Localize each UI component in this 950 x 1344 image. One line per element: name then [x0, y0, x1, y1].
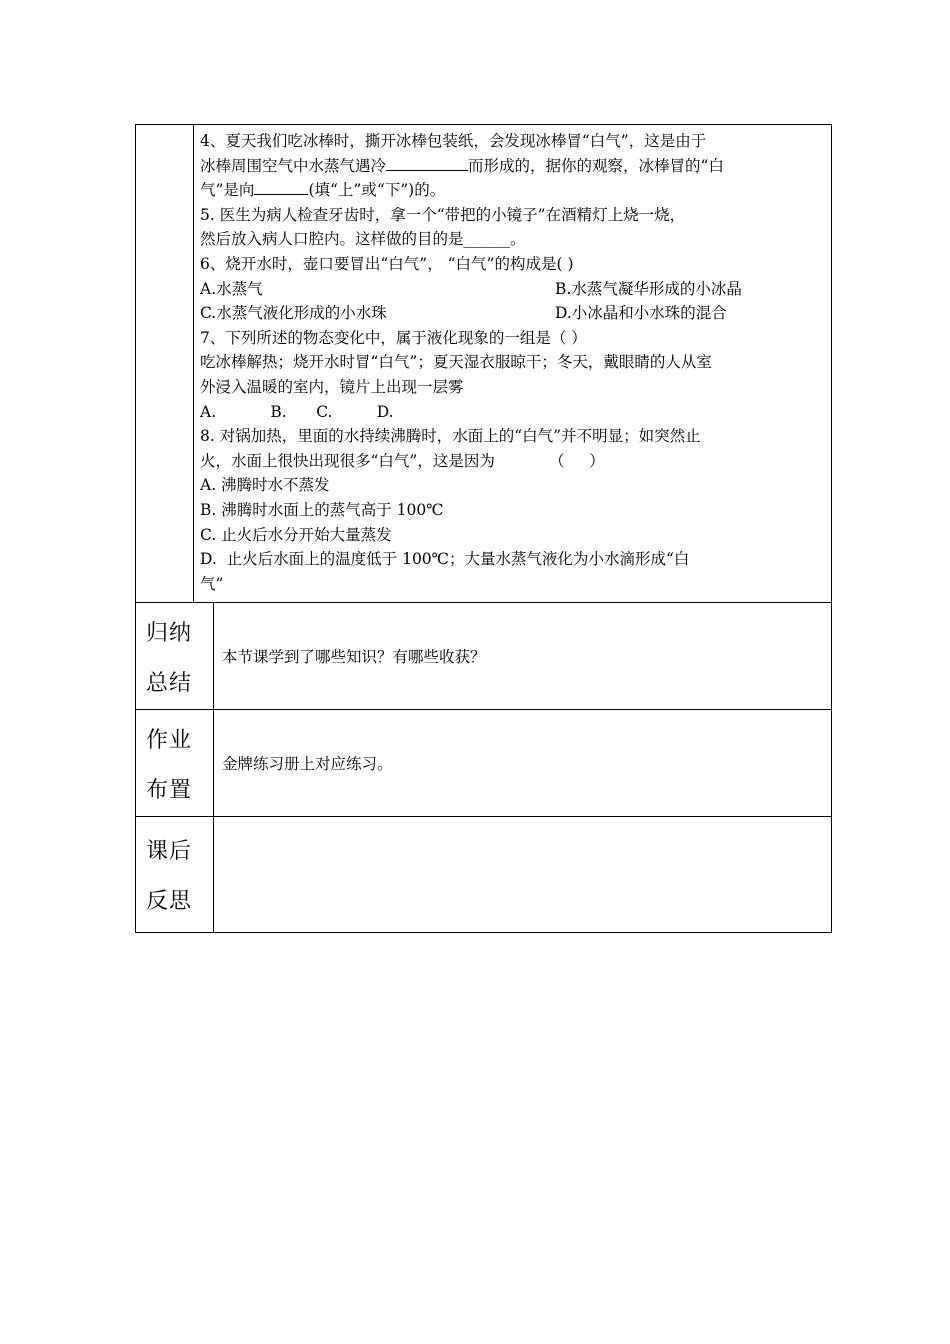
q4-line1: 4、夏天我们吃冰棒时，撕开冰棒包装纸，会发现冰棒冒“白气”，这是由于 [200, 132, 707, 150]
q4-blank-2 [254, 178, 308, 195]
homework-content [214, 710, 832, 817]
q6-option-b: B.水蒸气凝华形成的小冰晶 [555, 279, 742, 298]
homework-row [136, 710, 832, 817]
homework-label [136, 710, 214, 817]
summary-content [214, 603, 832, 710]
q8-option-d-line1: D. 止火后水面上的温度低于 100℃；大量水蒸气液化为小水滴形成“白 [200, 550, 690, 569]
reflection-content[interactable] [214, 817, 832, 933]
summary-label [136, 603, 214, 710]
q6-option-a: A.水蒸气 [200, 279, 263, 298]
summary-row [136, 603, 832, 710]
q6-options-row2 [200, 301, 825, 326]
summary-text: 本节课学到了哪些知识？有哪些收获？ [222, 648, 486, 667]
q6-option-d: D.小冰晶和小水珠的混合 [555, 304, 727, 323]
reflection-label-line2: 反思 [146, 889, 193, 915]
q8-option-c: C. 止火后水分开始大量蒸发 [200, 525, 392, 544]
q4-line3 [200, 178, 825, 203]
q7-stem: 7、下列所述的物态变化中，属于液化现象的一组是（ ） [200, 328, 587, 347]
q8-option-b: B. 沸腾时水面上的蒸气高于 100℃ [200, 500, 444, 519]
q4-line2-text-b: 而形成的，据你的观察，冰棒冒的“白 [468, 156, 724, 175]
homework-text: 金牌练习册上对应练习。 [222, 755, 393, 774]
lesson-table [135, 124, 832, 933]
reflection-label-line1: 课后 [146, 839, 193, 865]
q6-option-c: C.水蒸气液化形成的小水珠 [200, 304, 387, 323]
summary-label-line1: 归纳 [146, 621, 193, 647]
q5-line2: 然后放入病人口腔内。这样做的目的是______。 [200, 230, 526, 249]
q5-line1: 5. 医生为病人检查牙齿时，拿一个“带把的小镜子”在酒精灯上烧一烧， [200, 205, 686, 224]
exercise-row [136, 125, 832, 603]
q6-stem: 6、烧开水时，壶口要冒出“白气”， “白气”的构成是( ) [200, 254, 574, 273]
q8-option-d-line2: 气” [200, 574, 224, 593]
q7-line1: 吃冰棒解热；烧开水时冒“白气”；夏天湿衣服晾干；冬天，戴眼睛的人从室 [200, 353, 712, 372]
q7-options: A. B. C. D. [200, 402, 394, 421]
homework-label-line1: 作业 [146, 728, 193, 754]
summary-label-line2: 总结 [146, 671, 193, 697]
exercise-label-cell [136, 125, 194, 603]
q4-line3-text-a: 气”是向 [200, 181, 255, 200]
q4-line2-text-a: 冰棒周围空气中水蒸气遇冷 [200, 156, 387, 175]
q4-blank-1 [386, 154, 468, 171]
reflection-row [136, 817, 832, 933]
q4-line3-text-b: (填“上”或“下”)的。 [308, 181, 446, 200]
q8-option-a: A. 沸腾时水不蒸发 [200, 476, 330, 495]
q8-line2: 火，水面上很快出现很多“白气”，这是因为 （ ） [200, 451, 605, 470]
q7-line2: 外浸入温暖的室内，镜片上出现一层雾 [200, 377, 464, 396]
q8-line1: 8. 对锅加热，里面的水持续沸腾时，水面上的“白气”并不明显；如突然止 [200, 427, 701, 446]
reflection-label [136, 817, 214, 933]
exercise-content-cell [194, 125, 832, 603]
q6-options-row1 [200, 277, 825, 302]
lesson-plan-sheet [135, 124, 832, 933]
q4-line2 [200, 154, 825, 179]
homework-label-line2: 布置 [146, 778, 193, 804]
